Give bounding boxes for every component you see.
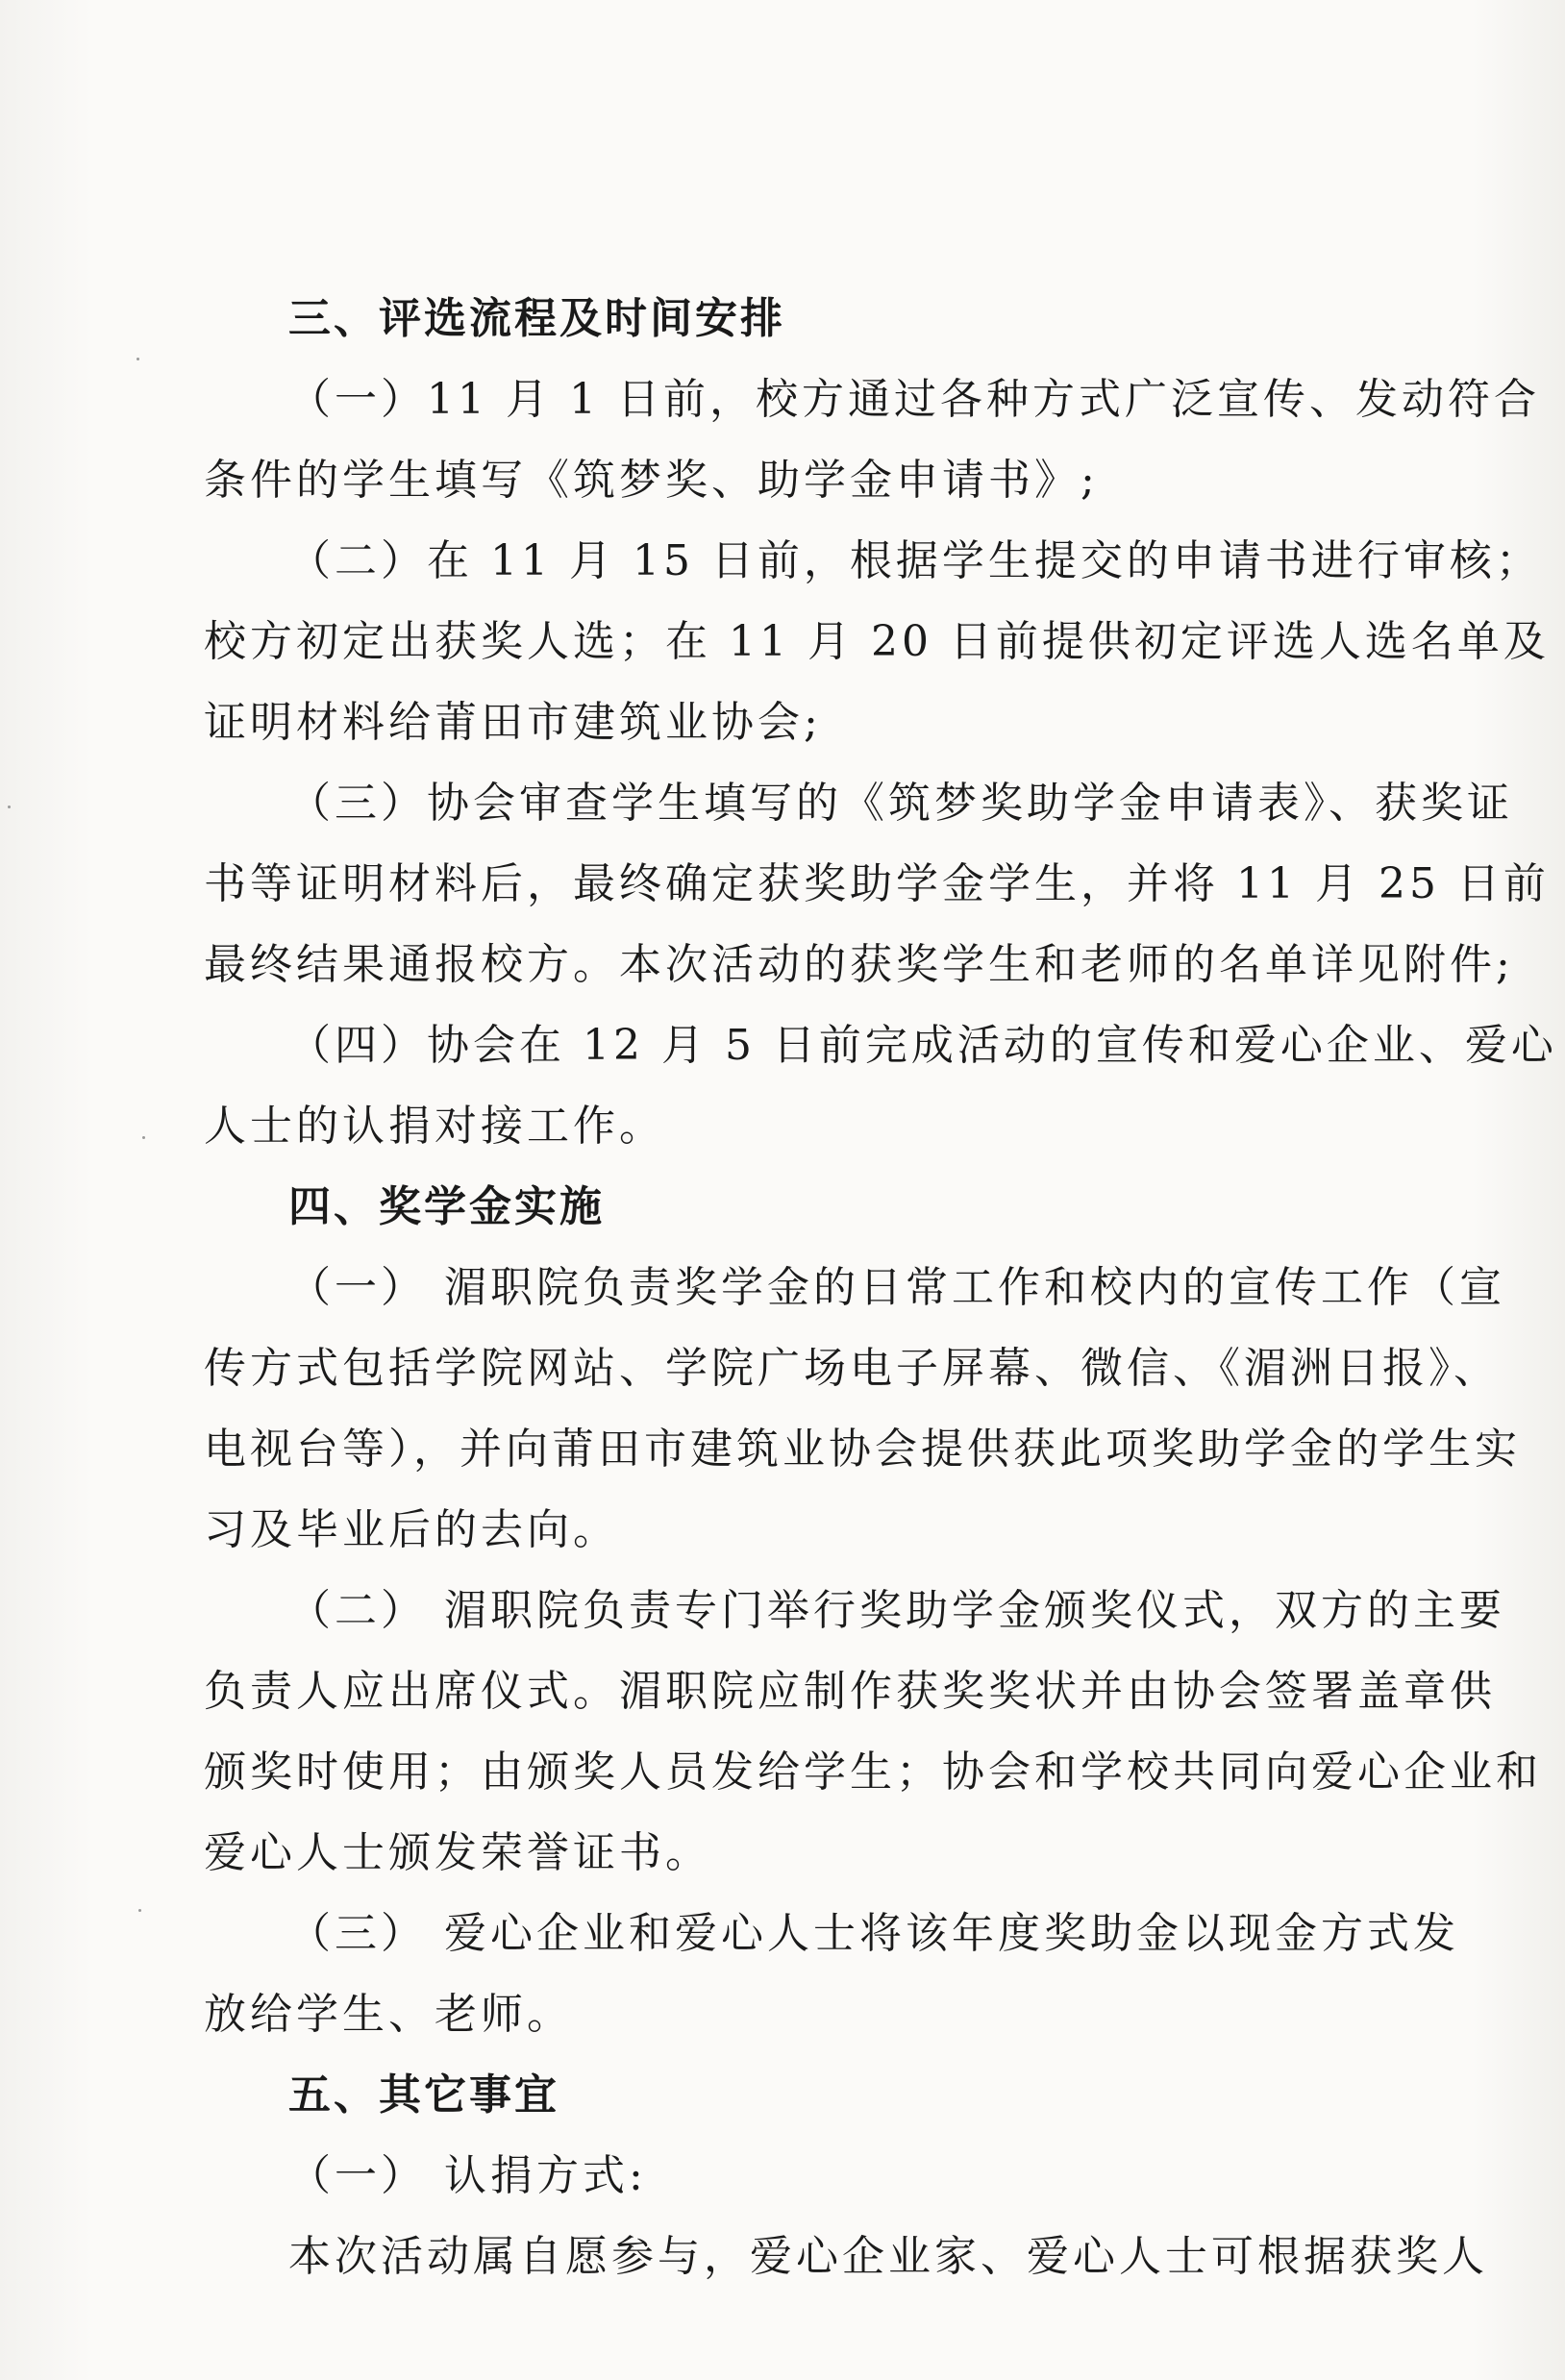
paragraph-line: （二）在 11 月 15 日前，根据学生提交的申请书进行审核； bbox=[288, 536, 1542, 585]
scan-speck bbox=[142, 1136, 145, 1139]
paragraph-line: 校方初定出获奖人选；在 11 月 20 日前提供初定评选人选名单及 bbox=[204, 617, 1550, 666]
paragraph-line: 习及毕业后的去向。 bbox=[204, 1505, 619, 1554]
section-heading-3: 三、评选流程及时间安排 bbox=[288, 294, 785, 343]
paragraph-line: （一） 湄职院负责奖学金的日常工作和校内的宣传工作（宣 bbox=[288, 1263, 1505, 1312]
paragraph-line: 颁奖时使用；由颁奖人员发给学生；协会和学校共同向爱心企业和 bbox=[204, 1748, 1542, 1797]
section-heading-5: 五、其它事宜 bbox=[288, 2070, 559, 2120]
paragraph-line: 人士的认捐对接工作。 bbox=[204, 1102, 665, 1151]
paragraph-line: （二） 湄职院负责专门举行奖助学金颁奖仪式，双方的主要 bbox=[288, 1586, 1505, 1635]
paragraph-line: 放给学生、老师。 bbox=[204, 1990, 573, 2039]
paragraph-line: 负责人应出席仪式。湄职院应制作获奖奖状并由协会签署盖章供 bbox=[204, 1667, 1496, 1716]
scan-speck bbox=[138, 1909, 141, 1912]
paragraph-line: （三） 爱心企业和爱心人士将该年度奖助金以现金方式发 bbox=[288, 1909, 1459, 1958]
section-heading-4: 四、奖学金实施 bbox=[288, 1182, 605, 1231]
document-body bbox=[204, 279, 1557, 2297]
scan-speck bbox=[8, 806, 11, 808]
paragraph-line: 条件的学生填写《筑梦奖、助学金申请书》; bbox=[204, 456, 1099, 505]
scan-speck bbox=[137, 358, 139, 360]
paragraph-line: 电视台等），并向莆田市建筑业协会提供获此项奖助学金的学生实 bbox=[204, 1425, 1521, 1474]
paragraph-line: （一） 认捐方式: bbox=[288, 2151, 647, 2200]
paragraph-line: （四）协会在 12 月 5 日前完成活动的宣传和爱心企业、爱心 bbox=[288, 1021, 1557, 1070]
paragraph-line: 最终结果通报校方。本次活动的获奖学生和老师的名单详见附件; bbox=[204, 940, 1514, 989]
paragraph-line: （一）11 月 1 日前，校方通过各种方式广泛宣传、发动符合 bbox=[288, 375, 1540, 424]
paragraph-line: 爱心人士颁发荣誉证书。 bbox=[204, 1828, 711, 1877]
paragraph-line: 书等证明材料后，最终确定获奖助学金学生，并将 11 月 25 日前 bbox=[204, 859, 1550, 908]
paragraph-line: 本次活动属自愿参与，爱心企业家、爱心人士可根据获奖人 bbox=[288, 2232, 1488, 2281]
paragraph-line: （三）协会审查学生填写的《筑梦奖助学金申请表》、获奖证 bbox=[288, 779, 1513, 828]
paragraph-line: 传方式包括学院网站、学院广场电子屏幕、微信、《湄洲日报》、 bbox=[204, 1344, 1500, 1393]
paragraph-line: 证明材料给莆田市建筑业协会; bbox=[204, 698, 822, 747]
